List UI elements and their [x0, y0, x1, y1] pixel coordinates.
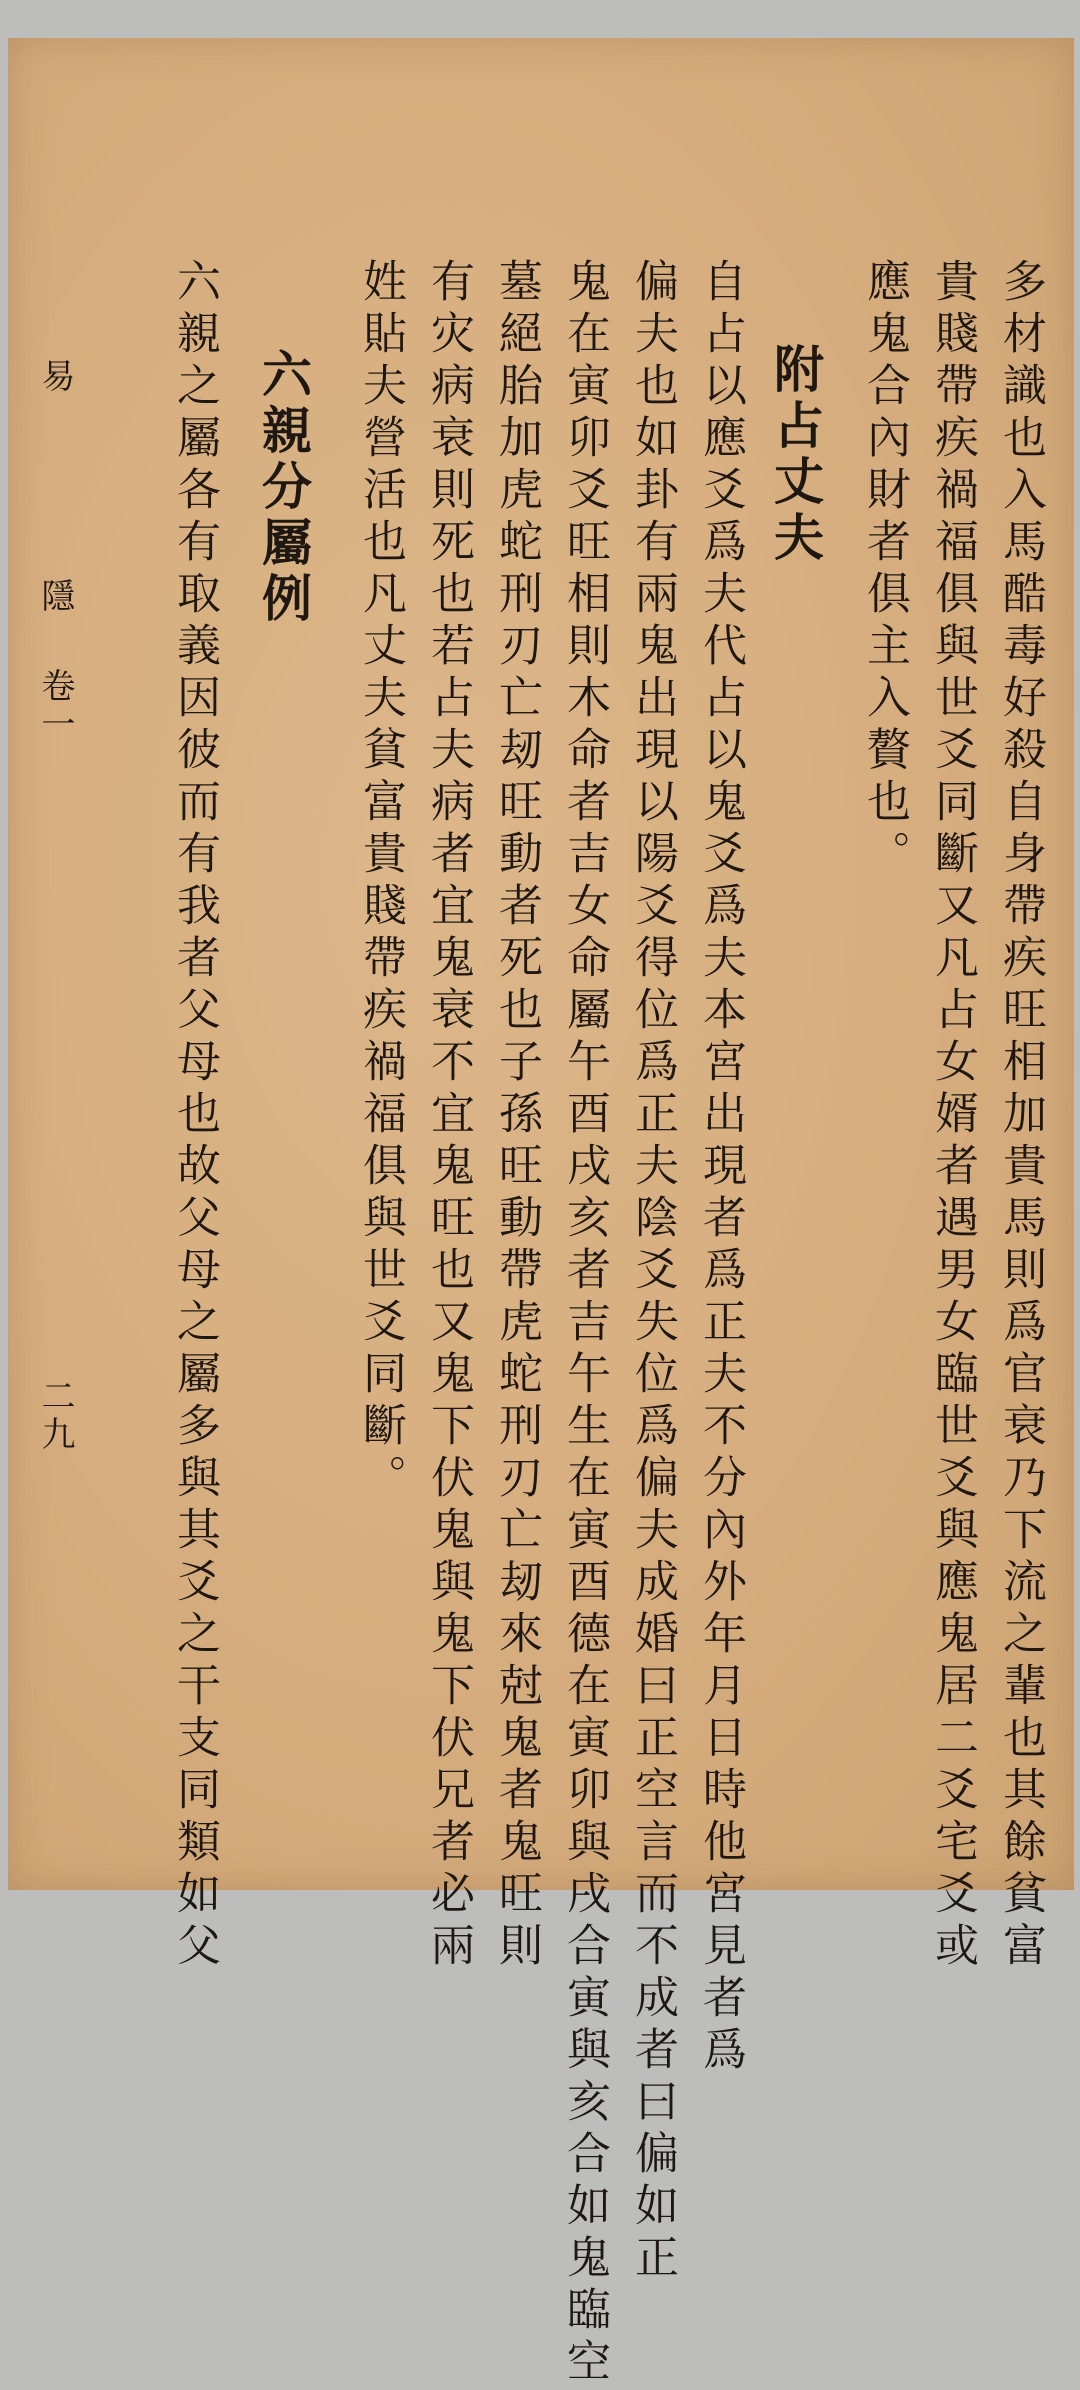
text-column-8: 墓絕胎加虎蛇刑刃亡刼旺動者死也子孫旺動帶虎蛇刑刃亡刼來尅鬼者鬼旺則: [491, 258, 542, 1974]
page-number: 二九: [35, 1378, 75, 1454]
book-title-1: 易: [35, 358, 75, 396]
text-column-5: 自占以應爻爲夫代占以鬼爻爲夫本宮出現者爲正夫不分內外年月日時他宮見者爲: [695, 258, 746, 2078]
text-column-7: 鬼在寅卯爻旺相則木命者吉女命屬午酉戌亥者吉午生在寅酉德在寅卯與戌合寅與亥合如鬼臨空: [559, 258, 610, 2390]
volume-label: 卷一: [35, 668, 75, 744]
text-column-6: 偏夫也如卦有兩鬼出現以陽爻得位爲正夫陰爻失位爲偏夫成婚曰正空言而不成者曰偏如正: [627, 258, 678, 2286]
section-heading-six-relations: 六親分屬例: [254, 348, 313, 628]
text-column-10: 姓貼夫營活也凡丈夫貧富貴賤帶疾禍福俱與世爻同斷。: [355, 258, 406, 1506]
book-page: [8, 38, 1074, 2390]
text-column-3: 應鬼合內財者俱主入贅也。: [859, 258, 910, 882]
text-column-1: 多材識也入馬酷毒好殺自身帶疾旺相加貴馬則爲官衰乃下流之輩也其餘貧富: [995, 258, 1046, 1974]
text-column-2: 貴賤帶疾禍福俱與世爻同斷又凡占女婿者遇男女臨世爻與應鬼居二爻宅爻或: [927, 258, 978, 1974]
text-column-12: 六親之屬各有取義因彼而有我者父母也故父母之屬多與其爻之干支同類如父: [169, 258, 220, 1974]
book-title-2: 隱: [35, 578, 75, 616]
text-column-9: 有灾病衰則死也若占夫病者宜鬼衰不宜鬼旺也又鬼下伏鬼與鬼下伏兄者必兩: [423, 258, 474, 1974]
section-heading-husband: 附占丈夫: [766, 343, 825, 567]
